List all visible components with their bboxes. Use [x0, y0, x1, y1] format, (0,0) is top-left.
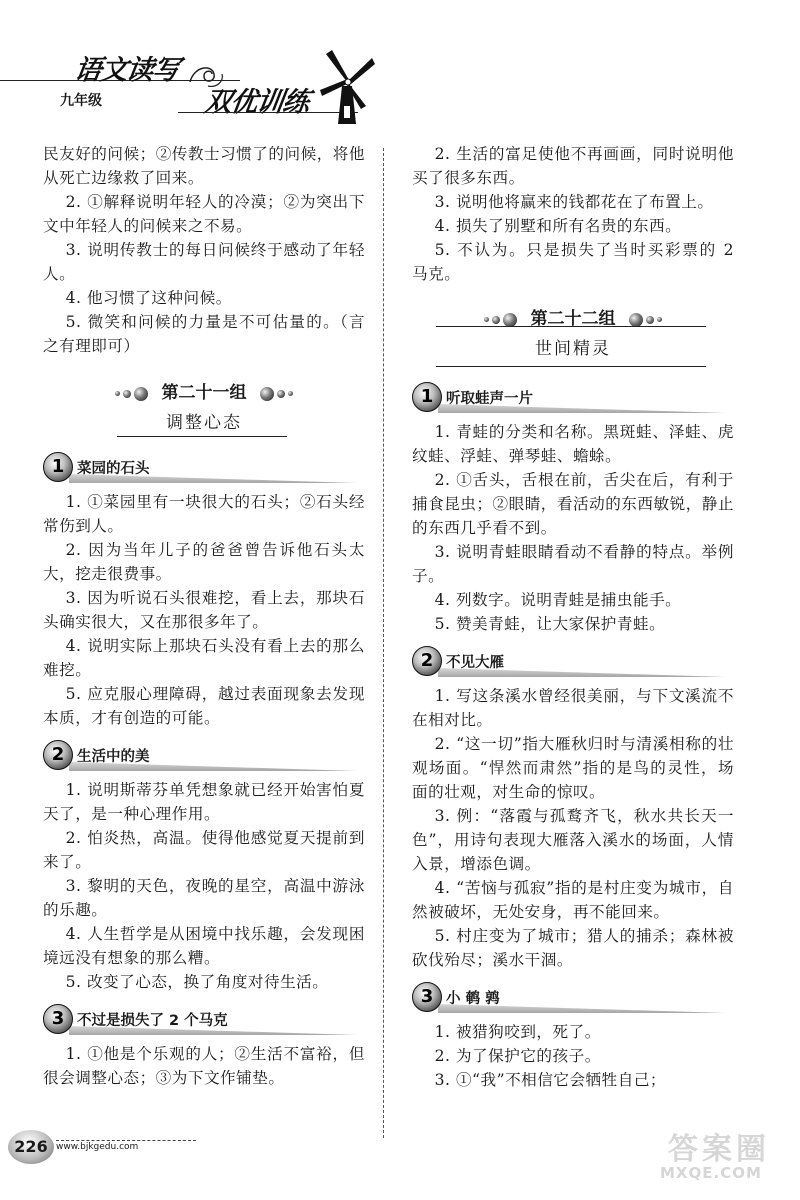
answer-line: 2. 生活的富足使他不再画画，同时说明他买了很多东西。 [412, 145, 734, 187]
ornament-balls-icon [260, 387, 293, 401]
page-header [0, 38, 800, 138]
header-title-part1: 语文读写 [72, 55, 181, 86]
answer-line: 2. ①解释说明年轻人的冷漠；②为突出下文中年轻人的问候来之不易。 [43, 193, 365, 235]
answer-line: 5. 赞美青蛙，让大家保护青蛙。 [434, 615, 666, 633]
windmill-icon [318, 46, 376, 126]
section-number: 1 [412, 382, 442, 412]
ornament-balls-icon [115, 387, 148, 401]
ornament-balls-icon [484, 313, 517, 327]
answer-line: 4. 人生哲学是从困境中找乐趣，会发现困境远没有想象的那么糟。 [43, 925, 365, 967]
section-title: 菜园的石头 [77, 461, 150, 477]
answer-line: 2. 因为当年儿子的爸爸曾告诉他石头太大，挖走很费事。 [43, 541, 365, 583]
answer-line: 5. 改变了心态，换了角度对待生活。 [65, 973, 329, 991]
group-heading-rule [436, 366, 706, 367]
answer-line: 5. 微笑和问候的力量是不可估量的。（言之有理即可） [43, 313, 365, 355]
group-heading-rule [436, 326, 706, 327]
answer-line: 3. 说明传教士的每日问候终于感动了年轻人。 [43, 241, 365, 283]
section-heading [412, 982, 734, 1016]
group-title: 第二十二组 [530, 309, 616, 329]
answer-line: 4. 列数字。说明青蛙是捕虫能手。 [434, 591, 682, 609]
answer-line: 3. 说明青蛙眼睛看动不看静的特点。举例子。 [412, 543, 734, 585]
answer-line: 1. ①他是个乐观的人；②生活不富裕，但很会调整心态；③为下文作铺垫。 [43, 1045, 365, 1087]
answer-line: 1. 青蛙的分类和名称。黑斑蛙、泽蛙、虎纹蛙、浮蛙、弹琴蛙、蟾蜍。 [412, 423, 734, 465]
section-title: 听取蛙声一片 [446, 391, 533, 407]
answer-line: 4. 他习惯了这种问候。 [65, 289, 232, 307]
column-divider [383, 148, 384, 1138]
ornament-balls-icon [629, 313, 662, 327]
answer-line: 民友好的问候；②传教士习惯了的问候，将他从死亡边缘救了回来。 [43, 145, 365, 187]
section-number: 2 [43, 740, 73, 770]
section-number: 2 [412, 646, 442, 676]
section-number: 3 [412, 982, 442, 1012]
section-heading [43, 740, 365, 774]
answer-line: 5. 村庄变为了城市；猎人的捕杀；森林被砍伐殆尽；溪水干涸。 [412, 927, 734, 969]
answer-line: 2. 为了保护它的孩子。 [434, 1047, 601, 1065]
section-heading [43, 452, 365, 486]
watermark-url: MXQE.COM [660, 1164, 762, 1182]
section-heading [412, 646, 734, 680]
answer-line: 3. 因为听说石头很难挖，看上去，那块石头确实很大，又在那很多年了。 [43, 589, 365, 631]
group-title: 第二十一组 [161, 383, 247, 403]
answer-line: 4. “苦恼与孤寂”指的是村庄变为城市，自然被破坏，无处安身，再不能回来。 [412, 879, 734, 921]
answer-line: 5. 不认为。只是损失了当时买彩票的 2 马克。 [412, 241, 734, 283]
group-subtitle: 调整心态 [166, 413, 242, 433]
section-title: 小 鹌 鹑 [446, 991, 500, 1007]
answer-line: 4. 损失了别墅和所有名贵的东西。 [434, 217, 682, 235]
answer-line: 1. 写这条溪水曾经很美丽，与下文溪流不在相对比。 [412, 687, 734, 729]
section-title: 不过是损失了 2 个马克 [77, 1013, 228, 1029]
group-heading [412, 304, 734, 368]
section-title: 不见大雁 [446, 655, 504, 671]
section-heading [43, 1004, 365, 1038]
group-subtitle: 世间精灵 [535, 339, 611, 359]
header-title-part2: 双优训练 [202, 87, 311, 118]
page-footer [0, 1128, 800, 1188]
left-column [43, 142, 365, 1090]
footer-url[interactable]: www.bjkgedu.com [56, 1142, 139, 1152]
section-title: 生活中的美 [77, 749, 150, 765]
answer-line: 3. 说明他将赢来的钱都花在了布置上。 [434, 193, 714, 211]
page-number: 226 [8, 1130, 54, 1164]
answer-line: 3. ①“我”不相信它会牺牲自己； [434, 1071, 667, 1089]
answer-line: 3. 例：“落霞与孤鹜齐飞，秋水共长天一色”，用诗句表现大雁落入溪水的场面，人情入景，增添色调。 [412, 807, 734, 873]
right-column [412, 142, 734, 1092]
answer-line: 1. ①菜园里有一块很大的石头；②石头经常伤到人。 [43, 493, 365, 535]
group-heading [43, 378, 365, 442]
group-heading-rule [117, 436, 287, 437]
answer-line: 1. 说明斯蒂芬单凭想象就已经开始害怕夏天了，是一种心理作用。 [43, 781, 365, 823]
header-grade: 九年级 [60, 93, 102, 109]
answer-line: 2. 怕炎热，高温。使得他感觉夏天提前到来了。 [43, 829, 365, 871]
answer-line: 2. “这一切”指大雁秋归时与清溪相称的壮观场面。“悍然而肃然”指的是鸟的灵性，场面的壮观，对生命的惊叹。 [412, 735, 734, 801]
footer-rule [56, 1140, 196, 1141]
answer-line: 3. 黎明的天色，夜晚的星空，高温中游泳的乐趣。 [43, 877, 365, 919]
watermark-text: 答案圈 [668, 1132, 770, 1167]
answer-line: 5. 应克服心理障碍，越过表面现象去发现本质，才有创造的可能。 [43, 685, 365, 727]
answer-line: 1. 被猎狗咬到，死了。 [434, 1023, 601, 1041]
answer-line: 2. ①舌头，舌根在前，舌尖在后，有利于捕食昆虫；②眼睛，看活动的东西敏锐，静止的东西几乎看不到。 [412, 471, 734, 537]
section-number: 3 [43, 1004, 73, 1034]
section-number: 1 [43, 452, 73, 482]
answer-line: 4. 说明实际上那块石头没有看上去的那么难挖。 [43, 637, 365, 679]
section-heading [412, 382, 734, 416]
